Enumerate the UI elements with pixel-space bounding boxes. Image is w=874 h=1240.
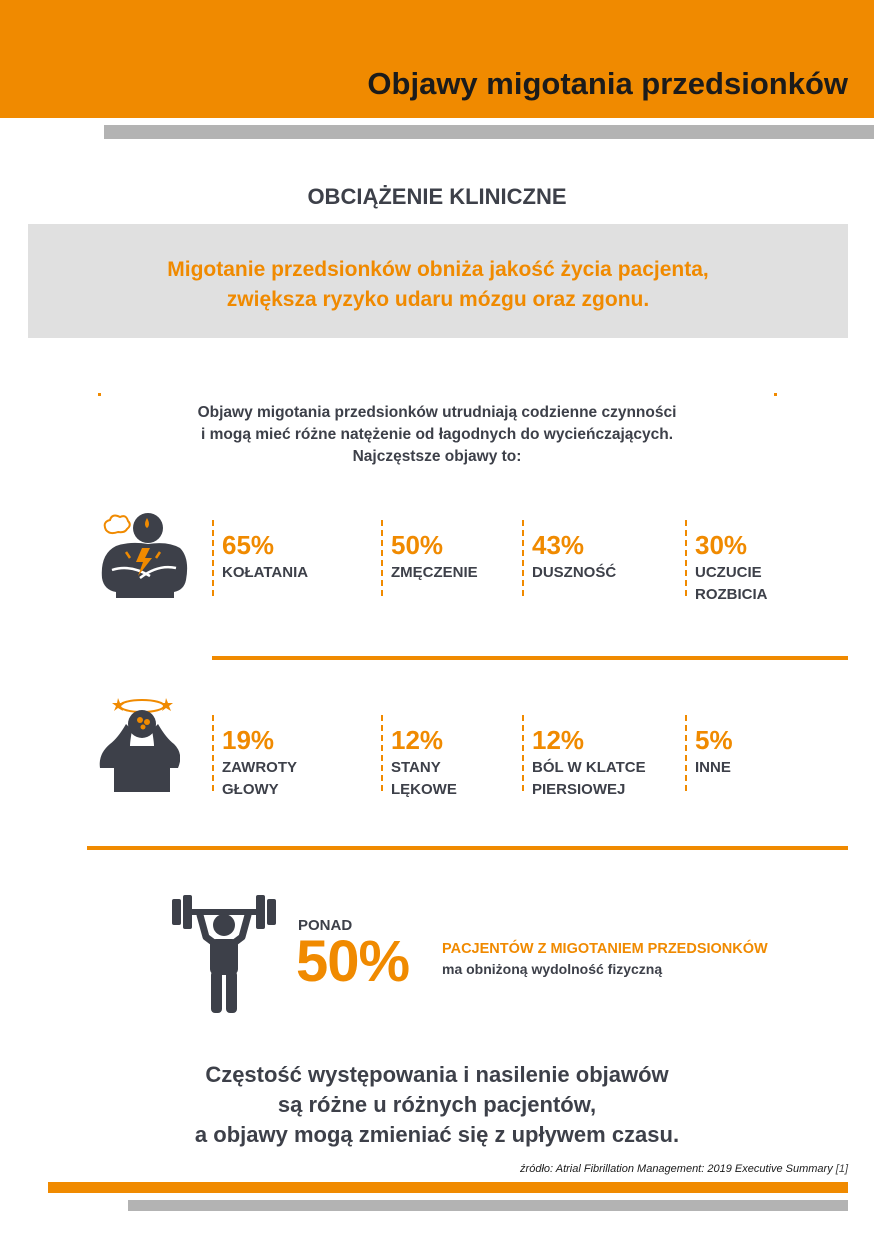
highlight-line-1: Migotanie przedsionków obniża jakość życia pacjenta, bbox=[167, 258, 709, 281]
symptom-label-line-1: KOŁATANIA bbox=[222, 564, 309, 581]
closing-line-1: Częstość występowania i nasilenie objawów bbox=[205, 1062, 669, 1087]
intro-line-3: Najczęstsze objawy to: bbox=[352, 448, 522, 465]
stat-divider bbox=[685, 715, 687, 791]
source-text: Atrial Fibrillation Management: 2019 Executive Summary bbox=[555, 1163, 833, 1175]
symptom-label-line-1: DUSZNOŚĆ bbox=[532, 564, 617, 581]
symptom-label bbox=[695, 757, 731, 779]
fitness-subtitle: ma obniżoną wydolność fizyczną bbox=[442, 961, 663, 977]
closing-line-2: są różne u różnych pacjentów, bbox=[277, 1092, 597, 1117]
symptom-percent: 12% bbox=[391, 725, 444, 755]
stat-divider bbox=[212, 715, 214, 791]
symptom-label-line-1: ZAWROTY bbox=[222, 759, 297, 776]
stat-divider bbox=[381, 715, 383, 791]
symptom-percent: 19% bbox=[222, 725, 275, 755]
symptom-label-line-2: ROZBICIA bbox=[695, 586, 768, 603]
symptom-label bbox=[222, 757, 297, 801]
intro-line-1: Objawy migotania przedsionków utrudniają codzienne czynności bbox=[197, 404, 677, 421]
symptom-percent: 12% bbox=[532, 725, 585, 755]
source-reference: [1] bbox=[835, 1163, 848, 1175]
footer-gray-bar bbox=[128, 1200, 848, 1211]
weightlifter-icon bbox=[170, 893, 278, 1015]
stat-divider bbox=[685, 520, 687, 596]
closing-line-3: a objawy mogą zmieniać się z upływem czasu. bbox=[194, 1122, 680, 1147]
fitness-prefix: PONAD bbox=[298, 917, 353, 934]
symptom-label-line-1: STANY bbox=[391, 759, 441, 776]
stat-divider bbox=[381, 520, 383, 596]
decorative-dot bbox=[774, 393, 777, 396]
intro-text bbox=[0, 402, 874, 468]
symptom-label bbox=[391, 562, 478, 584]
row-divider bbox=[212, 656, 848, 660]
symptom-label bbox=[391, 757, 457, 801]
highlight-line-2: zwiększa ryzyko udaru mózgu oraz zgonu. bbox=[226, 288, 650, 311]
symptom-percent: 43% bbox=[532, 530, 585, 560]
symptom-percent: 50% bbox=[391, 530, 444, 560]
page-title: Objawy migotania przedsionków bbox=[367, 66, 848, 101]
intro-line-2: i mogą mieć różne natężenie od łagodnych do wycieńczających. bbox=[200, 426, 674, 443]
dizzy-person-icon bbox=[96, 694, 180, 794]
source-prefix: źródło: bbox=[520, 1163, 554, 1175]
stat-divider bbox=[522, 715, 524, 791]
palpitation-person-icon bbox=[96, 508, 190, 602]
highlight-text bbox=[28, 255, 848, 315]
fitness-percent: 50% bbox=[296, 929, 410, 994]
symptom-label-line-1: UCZUCIE bbox=[695, 564, 762, 581]
footer-orange-bar bbox=[48, 1182, 848, 1193]
symptom-label bbox=[532, 757, 646, 801]
symptom-label-line-2: LĘKOWE bbox=[391, 781, 457, 798]
symptom-label-line-1: ZMĘCZENIE bbox=[391, 564, 478, 581]
header-divider bbox=[104, 125, 874, 139]
symptom-percent: 30% bbox=[695, 530, 748, 560]
section-divider bbox=[87, 846, 848, 850]
symptom-label-line-1: BÓL W KLATCE bbox=[532, 759, 646, 776]
symptom-label-line-1: INNE bbox=[695, 759, 731, 776]
symptom-label bbox=[532, 562, 616, 584]
decorative-dot bbox=[98, 393, 101, 396]
section-heading: OBCIĄŻENIE KLINICZNE bbox=[307, 184, 567, 209]
symptom-label bbox=[222, 562, 308, 584]
symptom-label-line-2: GŁOWY bbox=[222, 781, 279, 798]
symptom-label-line-2: PIERSIOWEJ bbox=[532, 781, 626, 798]
symptom-percent: 5% bbox=[695, 725, 733, 755]
symptom-label bbox=[695, 562, 768, 606]
closing-statement bbox=[0, 1060, 874, 1150]
source-citation bbox=[520, 1163, 848, 1175]
fitness-title: PACJENTÓW Z MIGOTANIEM PRZEDSIONKÓW bbox=[442, 941, 768, 957]
stat-divider bbox=[212, 520, 214, 596]
stat-divider bbox=[522, 520, 524, 596]
symptom-percent: 65% bbox=[222, 530, 275, 560]
